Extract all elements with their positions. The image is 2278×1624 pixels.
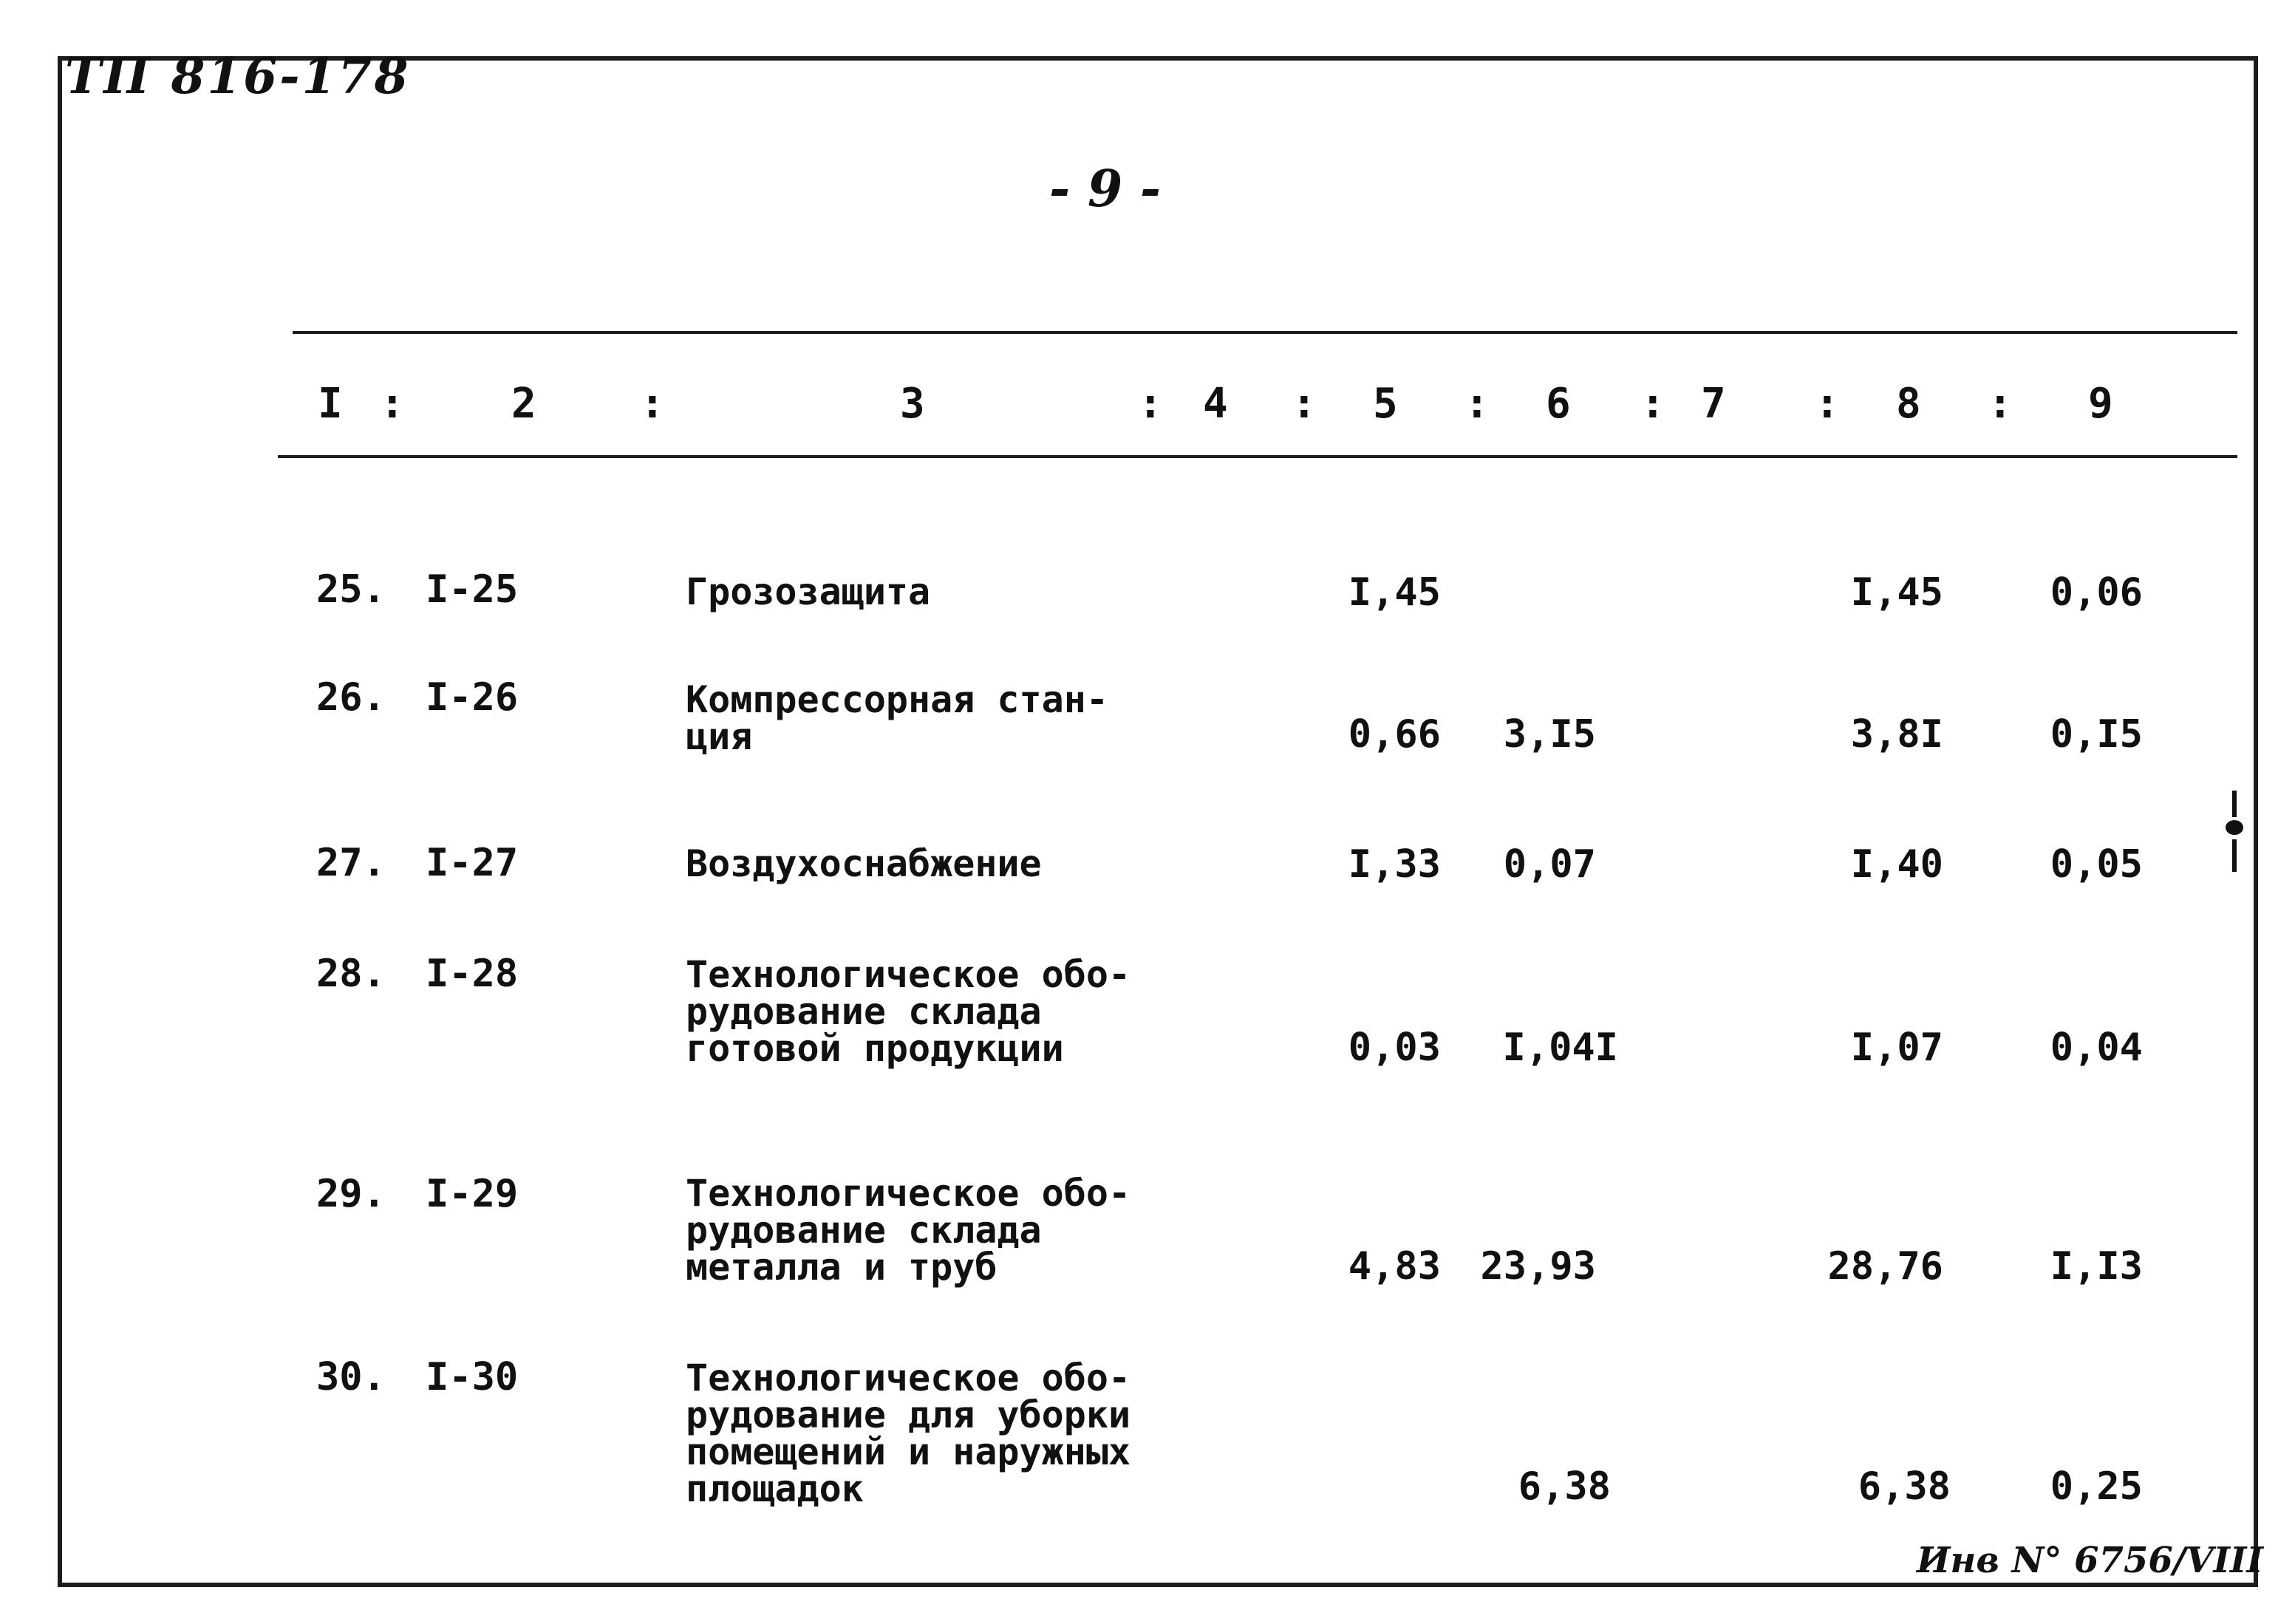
cell-col8: I,45 [1850, 570, 1943, 615]
column-separator: : [1292, 380, 1317, 428]
description-line: Воздухоснабжение [686, 842, 1042, 885]
row-number: 30. [316, 1355, 386, 1399]
column-header-7: 7 [1701, 380, 1726, 428]
page-frame [58, 56, 2258, 1587]
description-line: рудование для уборки [686, 1393, 1131, 1436]
page-number: - 9 - [1049, 160, 1162, 219]
description-line: Компрессорная стан- [686, 678, 1108, 721]
cell-col9: 0,06 [2050, 570, 2143, 615]
cell-col8: 28,76 [1827, 1244, 1943, 1289]
row-description [686, 842, 1042, 885]
row-description [686, 570, 931, 613]
row-code: I-27 [426, 841, 519, 885]
column-separator: : [1138, 380, 1163, 428]
column-header-3: 3 [900, 380, 925, 428]
description-line: помещений и наружных [686, 1430, 1131, 1473]
cell-col6: 3,I5 [1503, 712, 1596, 757]
description-line: Технологическое обо- [686, 1172, 1131, 1215]
column-separator: : [640, 380, 665, 428]
column-header-9: 9 [2088, 380, 2113, 428]
column-header-6: 6 [1546, 380, 1571, 428]
description-line: ция [686, 715, 753, 758]
cell-col6: 0,07 [1503, 842, 1596, 887]
cell-col5: 0,66 [1348, 712, 1441, 757]
cell-col5: I,45 [1348, 570, 1441, 615]
row-number: 28. [316, 952, 386, 996]
cell-col8: I,07 [1850, 1026, 1943, 1070]
column-separator: : [1815, 380, 1840, 428]
column-header-1: I [318, 380, 343, 428]
table-top-rule [293, 331, 2237, 334]
column-separator: : [1988, 380, 2013, 428]
row-code: I-28 [426, 952, 519, 996]
column-header-8: 8 [1896, 380, 1921, 428]
row-number: 26. [316, 675, 386, 720]
row-description [686, 953, 1131, 1070]
column-separator: : [1640, 380, 1665, 428]
description-line: рудование склада [686, 1209, 1042, 1252]
cell-col5: 4,83 [1348, 1244, 1441, 1289]
column-header-4: 4 [1203, 380, 1228, 428]
table-header-rule [278, 455, 2237, 458]
row-number: 29. [316, 1172, 386, 1216]
description-line: Технологическое обо- [686, 1357, 1131, 1399]
column-header-5: 5 [1373, 380, 1398, 428]
document-code: ТП 816-178 [65, 47, 411, 105]
cell-col5: I,33 [1348, 842, 1441, 887]
cell-col8: 3,8I [1850, 712, 1943, 757]
cell-col9: 0,05 [2050, 842, 2143, 887]
cell-col6: 23,93 [1480, 1244, 1596, 1289]
cell-col9: 0,25 [2050, 1464, 2143, 1509]
row-description [686, 1357, 1131, 1510]
cell-col9: I,I3 [2050, 1244, 2143, 1289]
description-line: площадок [686, 1467, 864, 1510]
description-line: рудование склада [686, 990, 1042, 1033]
cell-col8: 6,38 [1858, 1464, 1951, 1509]
column-header-2: 2 [511, 380, 536, 428]
cell-col8: I,40 [1850, 842, 1943, 887]
inventory-number-stamp: Инв N° 6756/VIII [1917, 1540, 2263, 1581]
row-code: I-25 [426, 567, 519, 612]
row-description [686, 1172, 1131, 1289]
cell-col9: 0,I5 [2050, 712, 2143, 757]
description-line: готовой продукции [686, 1027, 1064, 1070]
row-number: 25. [316, 567, 386, 612]
description-line: Технологическое обо- [686, 953, 1131, 996]
binding-mark [2224, 791, 2245, 873]
cell-col6: I,04I [1502, 1026, 1618, 1070]
description-line: металла и труб [686, 1246, 998, 1289]
description-line: Грозозащита [686, 570, 931, 613]
cell-col6: 6,38 [1518, 1464, 1611, 1509]
row-code: I-30 [426, 1355, 519, 1399]
row-description [686, 678, 1108, 758]
column-separator: : [1464, 380, 1490, 428]
cell-col5: 0,03 [1348, 1026, 1441, 1070]
row-code: I-29 [426, 1172, 519, 1216]
column-separator: : [380, 380, 405, 428]
row-number: 27. [316, 841, 386, 885]
row-code: I-26 [426, 675, 519, 720]
cell-col9: 0,04 [2050, 1026, 2143, 1070]
